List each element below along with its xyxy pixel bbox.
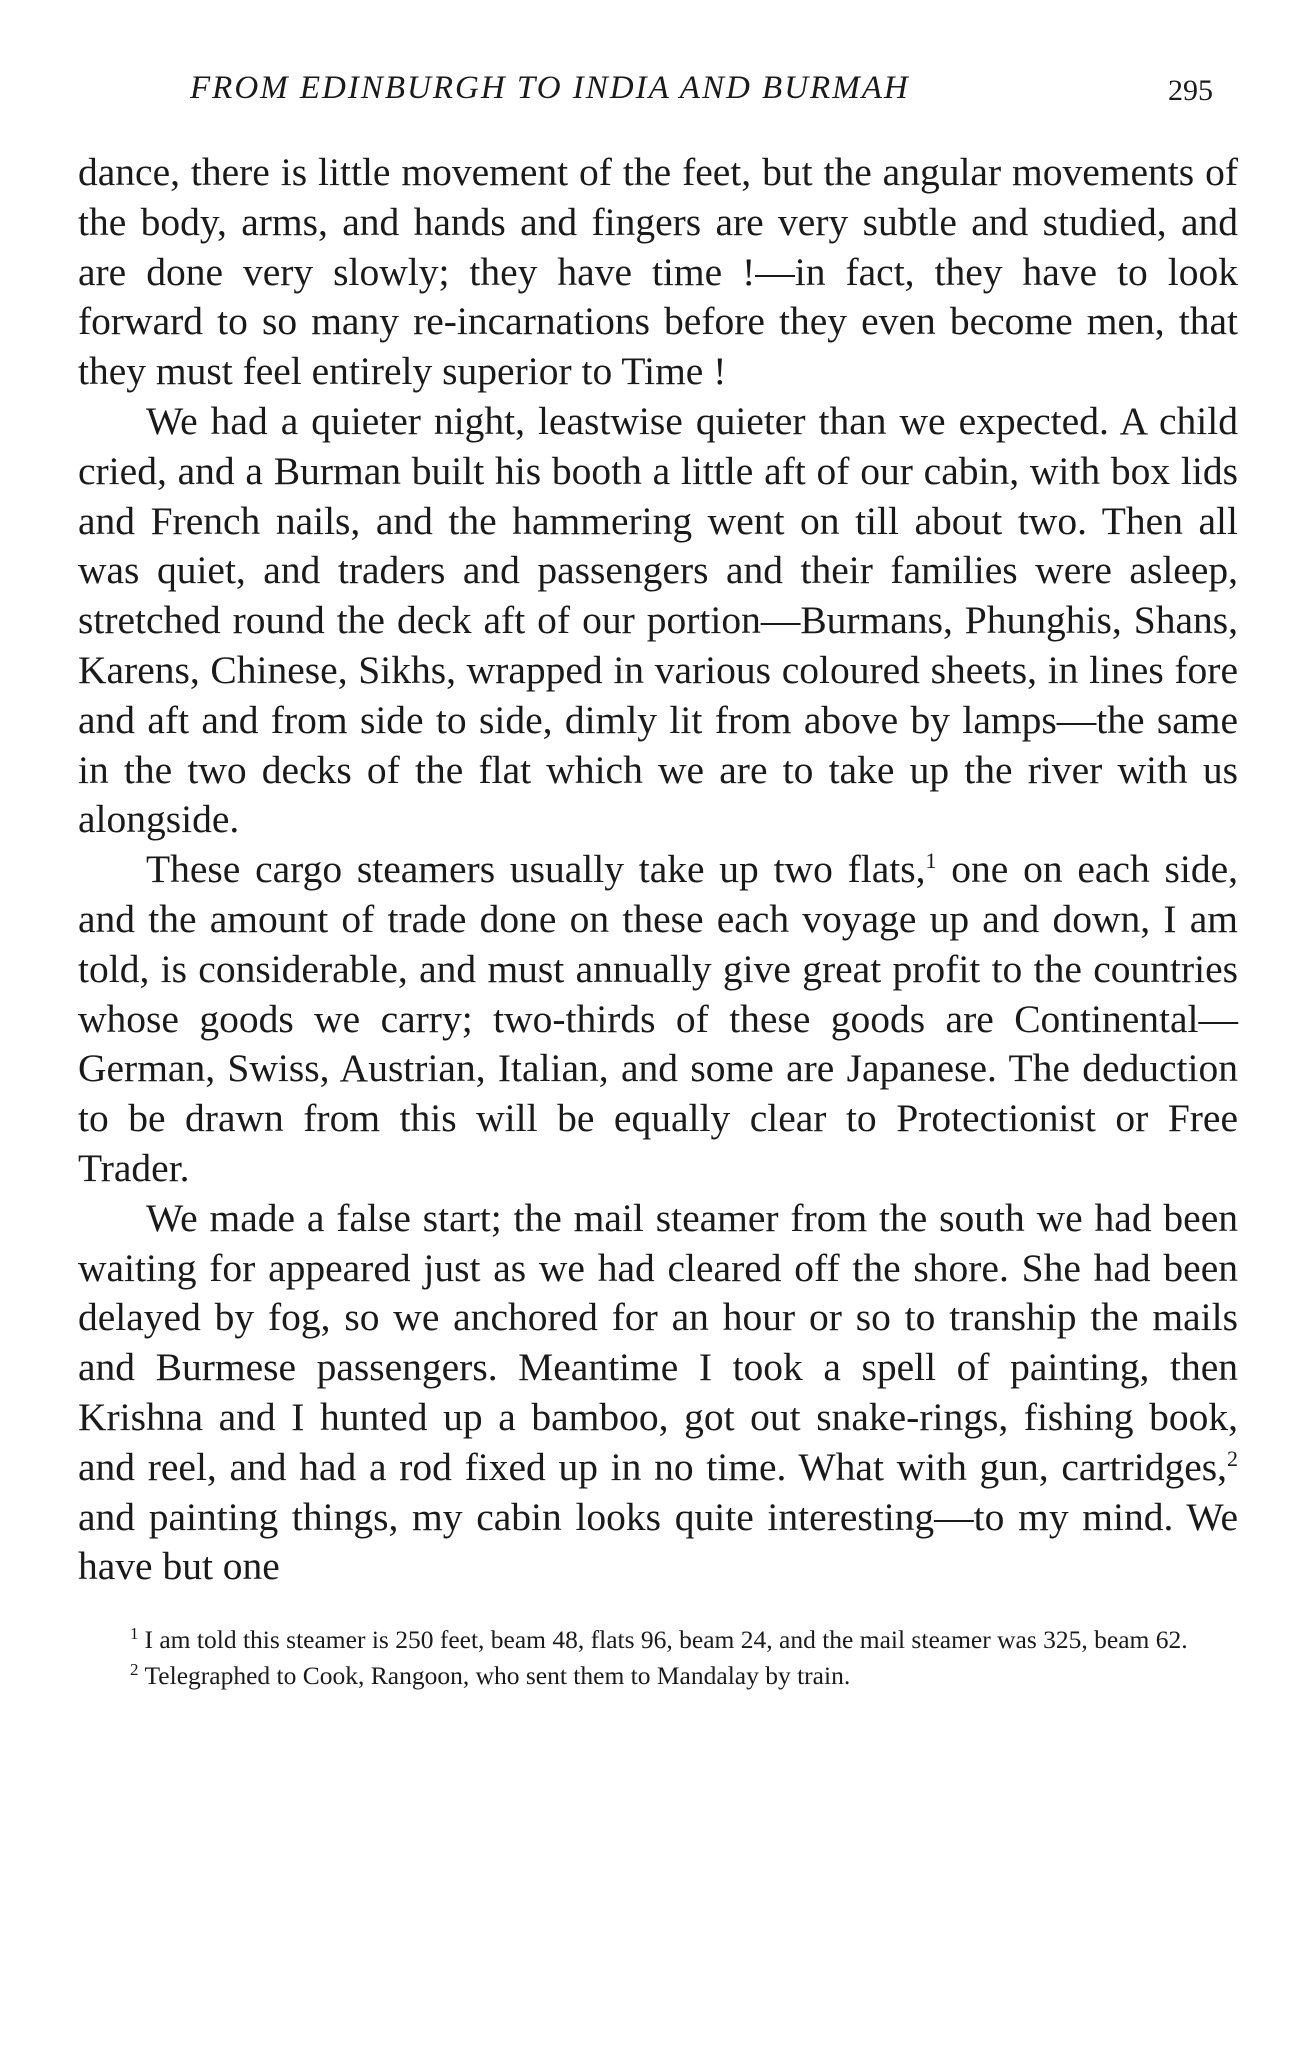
paragraph-3 [78, 845, 1238, 1194]
paragraph-text: and painting things, my cabin looks quite interesting—to my mind. We have but one [78, 1494, 1238, 1589]
paragraph-text: We made a false start; the mail steamer from the south we had been waiting for appeared just as we had cleared off the shore. She had been delayed by fog, so we anchored for an hour or so to tranship the mails and Burmese passengers. Meantime I took a spell of painting, then Krishna and I hunted up a bamboo, got out snake-rings, fishing book, and reel, and had a rod fixed up in no time. What with gun, cartridges, [78, 1195, 1238, 1489]
footnote-1 [78, 1622, 1238, 1658]
running-title: FROM EDINBURGH TO INDIA AND BURMAH [190, 70, 910, 106]
paragraph-4 [78, 1194, 1238, 1592]
footnote-reference: 1 [925, 848, 937, 873]
page-number: 295 [1168, 74, 1213, 107]
paragraph-text: These cargo steamers usually take up two flats, [146, 847, 926, 892]
footnote-text: I am told this steamer is 250 feet, beam 48, flats 96, beam 24, and the mail steamer was 325, beam 62. [144, 1625, 1188, 1655]
paragraph-text: dance, there is little movement of the feet, but the angular movements of the body, arms, and hands and fingers are very subtle and studied, and are done very slowly; they have time !—in fact, they have to look forward to so many re-incarnations before they even become men, that they must feel entirely superior to Time ! [78, 150, 1238, 394]
footnotes [78, 1622, 1238, 1694]
footnote-reference: 2 [1227, 1445, 1238, 1471]
footnote-2 [78, 1658, 1238, 1694]
paragraph-text: We had a quieter night, leastwise quieter than we expected. A child cried, and a Burman built his booth a little aft of our cabin, with box lids and French nails, and the hammering went on till about two. Then all was quiet, and traders and passengers and their families were asleep, stretched round the deck aft of our portion—Burmans, Phunghis, Shans, Karens, Chinese, Sikhs, wrapped in various coloured sheets, in lines fore and aft and from side to side, dimly lit from above by lamps—the same in the two decks of the flat which we are to take up the river with us alongside. [78, 398, 1238, 842]
running-head [78, 60, 1238, 120]
footnote-mark: 1 [130, 1623, 139, 1643]
paragraph-2 [78, 397, 1238, 845]
footnote-text: Telegraphed to Cook, Rangoon, who sent them to Mandalay by train. [144, 1661, 851, 1691]
paragraph-text: one on each side, and the amount of trade done on these each voyage up and down, I am told, is considerable, and must annually give great profit to the countries whose goods we carry; two-thirds of these goods are Continental—German, Swiss, Austrian, Italian, and some are Japanese. The deduction to be drawn from this will be equally clear to Protectionist or Free Trader. [78, 847, 1238, 1190]
paragraph-1 [78, 148, 1238, 397]
footnote-mark: 2 [130, 1659, 139, 1679]
book-page [78, 60, 1238, 1694]
body-text [78, 148, 1238, 1592]
